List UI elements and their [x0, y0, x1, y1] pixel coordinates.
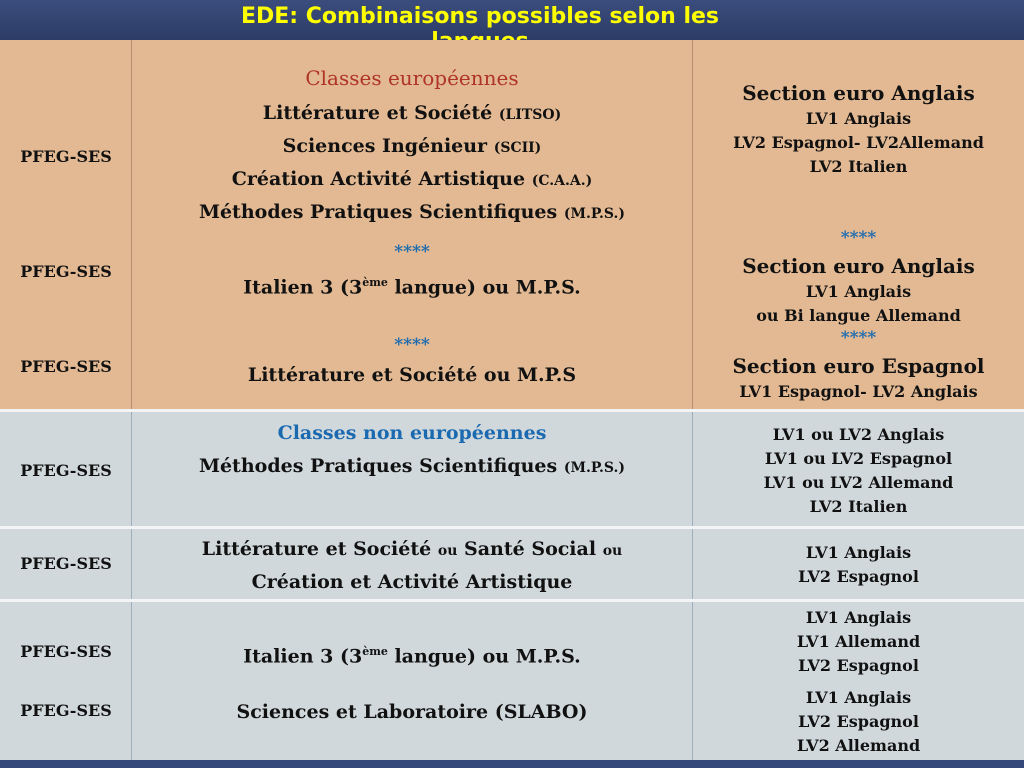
separator-stars: **** — [840, 228, 877, 248]
bottom-bar — [0, 760, 1024, 768]
row-label: PFEG-SES — [20, 147, 112, 166]
european-languages: Section euro Espagnol LV1 Espagnol- LV2 Anglais — [732, 354, 985, 401]
option-line: Littérature et Société ou Santé Social ou Création et Activité Artistique — [201, 538, 623, 593]
separator-stars: **** — [394, 242, 430, 262]
row-label: PFEG-SES — [20, 357, 112, 376]
option-line: Méthodes Pratiques Scientifiques (M.P.S.) — [198, 201, 626, 223]
row-label: PFEG-SES — [20, 554, 112, 573]
separator-stars: **** — [394, 335, 430, 355]
non-european-options — [132, 418, 692, 484]
european-languages: Section euro Anglais LV1 Anglais LV2 Espagnol- LV2Allemand LV2 Italien — [733, 81, 984, 176]
row-divider — [0, 599, 1024, 602]
non-european-languages: LV1 ou LV2 Anglais LV1 ou LV2 Espagnol LV1 ou LV2 Allemand LV2 Italien — [763, 425, 954, 516]
european-header: Classes européennes — [305, 66, 519, 90]
option-line: Italien 3 (3ème langue) ou M.P.S. — [243, 645, 581, 668]
row-label: PFEG-SES — [20, 461, 112, 480]
european-languages: Section euro Anglais LV1 Anglais ou Bi langue Allemand — [742, 254, 975, 325]
european-options — [132, 63, 692, 230]
option-line: Sciences et Laboratoire (SLABO) — [236, 701, 588, 723]
row-label: PFEG-SES — [20, 642, 112, 661]
page-title: EDE: Combinaisons possibles selon les — [240, 4, 720, 29]
option-line: Littérature et Société ou M.P.S — [247, 364, 577, 386]
non-european-languages: LV1 Anglais LV1 Allemand LV2 Espagnol — [796, 608, 921, 675]
option-line: Création Activité Artistique (C.A.A.) — [231, 168, 593, 190]
row-divider — [0, 526, 1024, 529]
non-european-header: Classes non européennes — [277, 422, 547, 444]
row-divider — [0, 409, 1024, 412]
title-bar — [0, 0, 1024, 42]
option-line: Méthodes Pratiques Scientifiques (M.P.S.) — [198, 455, 626, 477]
separator-stars: **** — [840, 328, 877, 348]
row-label: PFEG-SES — [20, 262, 112, 281]
non-european-languages: LV1 Anglais LV2 Espagnol LV2 Allemand — [796, 688, 921, 755]
row-label: PFEG-SES — [20, 701, 112, 720]
option-line: Italien 3 (3ème langue) ou M.P.S. — [243, 276, 581, 299]
option-line: Littérature et Société (LITSO) — [262, 102, 562, 124]
option-line: Sciences Ingénieur (SCII) — [282, 135, 542, 157]
non-european-languages: LV1 Anglais LV2 Espagnol — [798, 543, 919, 586]
